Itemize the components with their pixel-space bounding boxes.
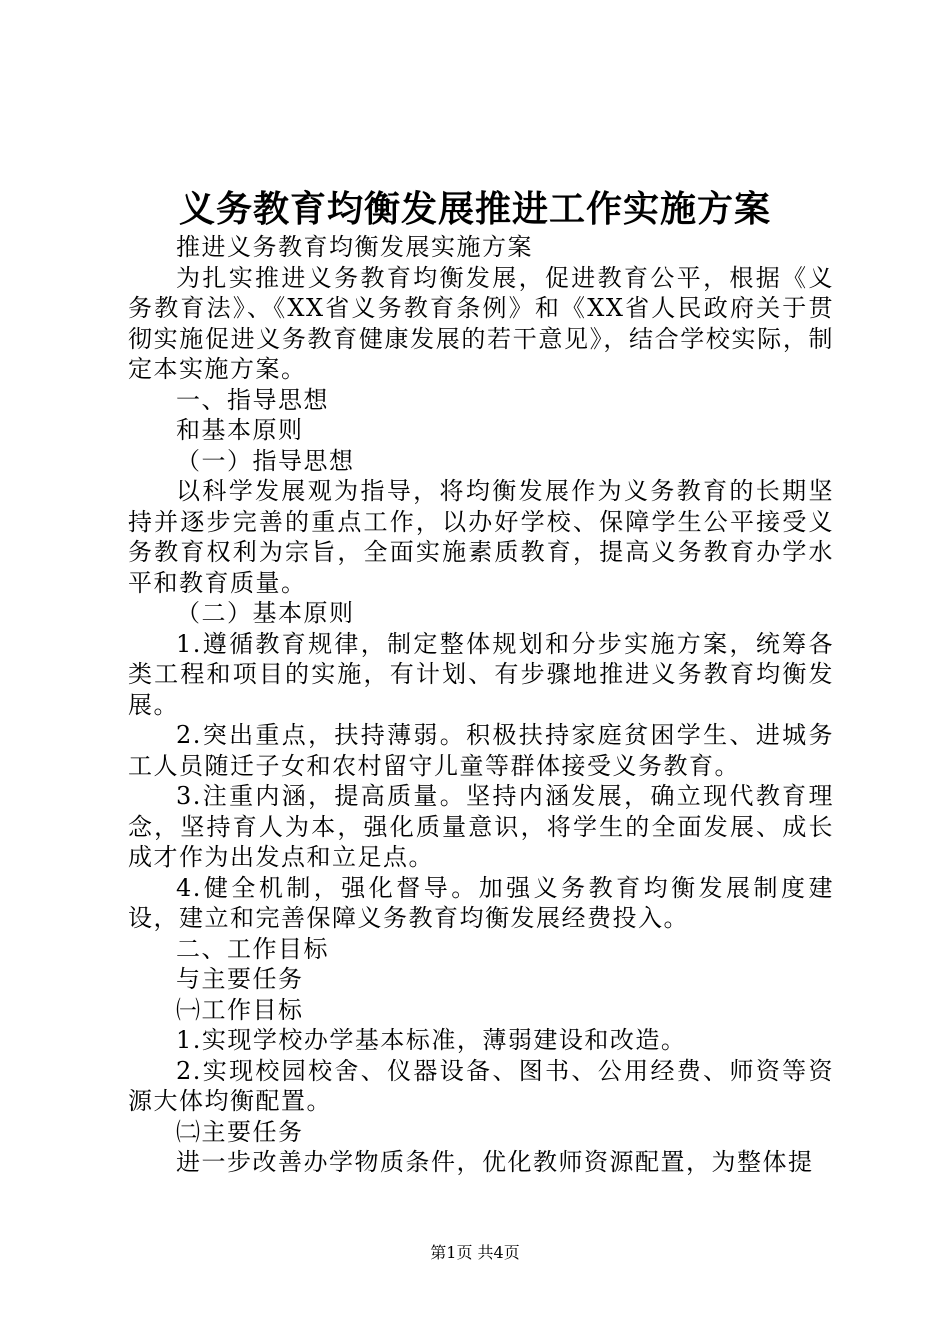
document-title: 义务教育均衡发展推进工作实施方案: [178, 188, 771, 230]
subsection-heading: （二）基本原则: [176, 599, 355, 627]
list-item: 1.遵循教育规律，制定整体规划和分步实施方案，统筹各类工程和项目的实施，有计划、有步骤地推进义务教育均衡发展。: [128, 629, 834, 719]
section-heading: 一、指导思想: [176, 385, 329, 414]
list-item: 2.实现校园校舍、仪器设备、图书、公用经费、师资等资源大体均衡配置。: [128, 1056, 834, 1115]
paragraph: 以科学发展观为指导，将均衡发展作为义务教育的长期坚持并逐步完善的重点工作，以办好学校、保障学生公平接受义务教育权利为宗旨，全面实施素质教育，提高义务教育办学水平和教育质量。: [128, 477, 834, 597]
list-item: 4.健全机制，强化督导。加强义务教育均衡发展制度建设，建立和完善保障义务教育均衡发展经费投入。: [128, 873, 834, 932]
paragraph: 进一步改善办学物质条件，优化教师资源配置，为整体提: [176, 1148, 814, 1176]
list-item: 1.实现学校办学基本标准，薄弱建设和改造。: [176, 1026, 687, 1054]
list-item: 3.注重内涵，提高质量。坚持内涵发展，确立现代教育理念，坚持育人为本，强化质量意识，将学生的全面发展、成长成才作为出发点和立足点。: [128, 782, 834, 871]
section-heading: 和基本原则: [176, 416, 304, 444]
document-body: [128, 232, 834, 1178]
page-number-footer: 第1页 共4页: [430, 1243, 520, 1262]
list-item: 2.突出重点，扶持薄弱。积极扶持家庭贫困学生、进城务工人员随迁子女和农村留守儿童等群体接受义务教育。: [128, 721, 834, 780]
section-heading: 与主要任务: [176, 965, 304, 993]
subsection-heading: ㈠工作目标: [176, 995, 304, 1024]
paragraph: 为扎实推进义务教育均衡发展，促进教育公平，根据《义务教育法》、《XX省义务教育条例》和《XX省人民政府关于贯彻实施促进义务教育健康发展的若干意见》，结合学校实际，制定本实施方案。: [128, 263, 834, 383]
paragraph: 推进义务教育均衡发展实施方案: [176, 233, 533, 261]
section-heading: 二、工作目标: [176, 934, 329, 963]
subsection-heading: ㈡主要任务: [176, 1117, 304, 1146]
subsection-heading: （一）指导思想: [176, 446, 355, 475]
